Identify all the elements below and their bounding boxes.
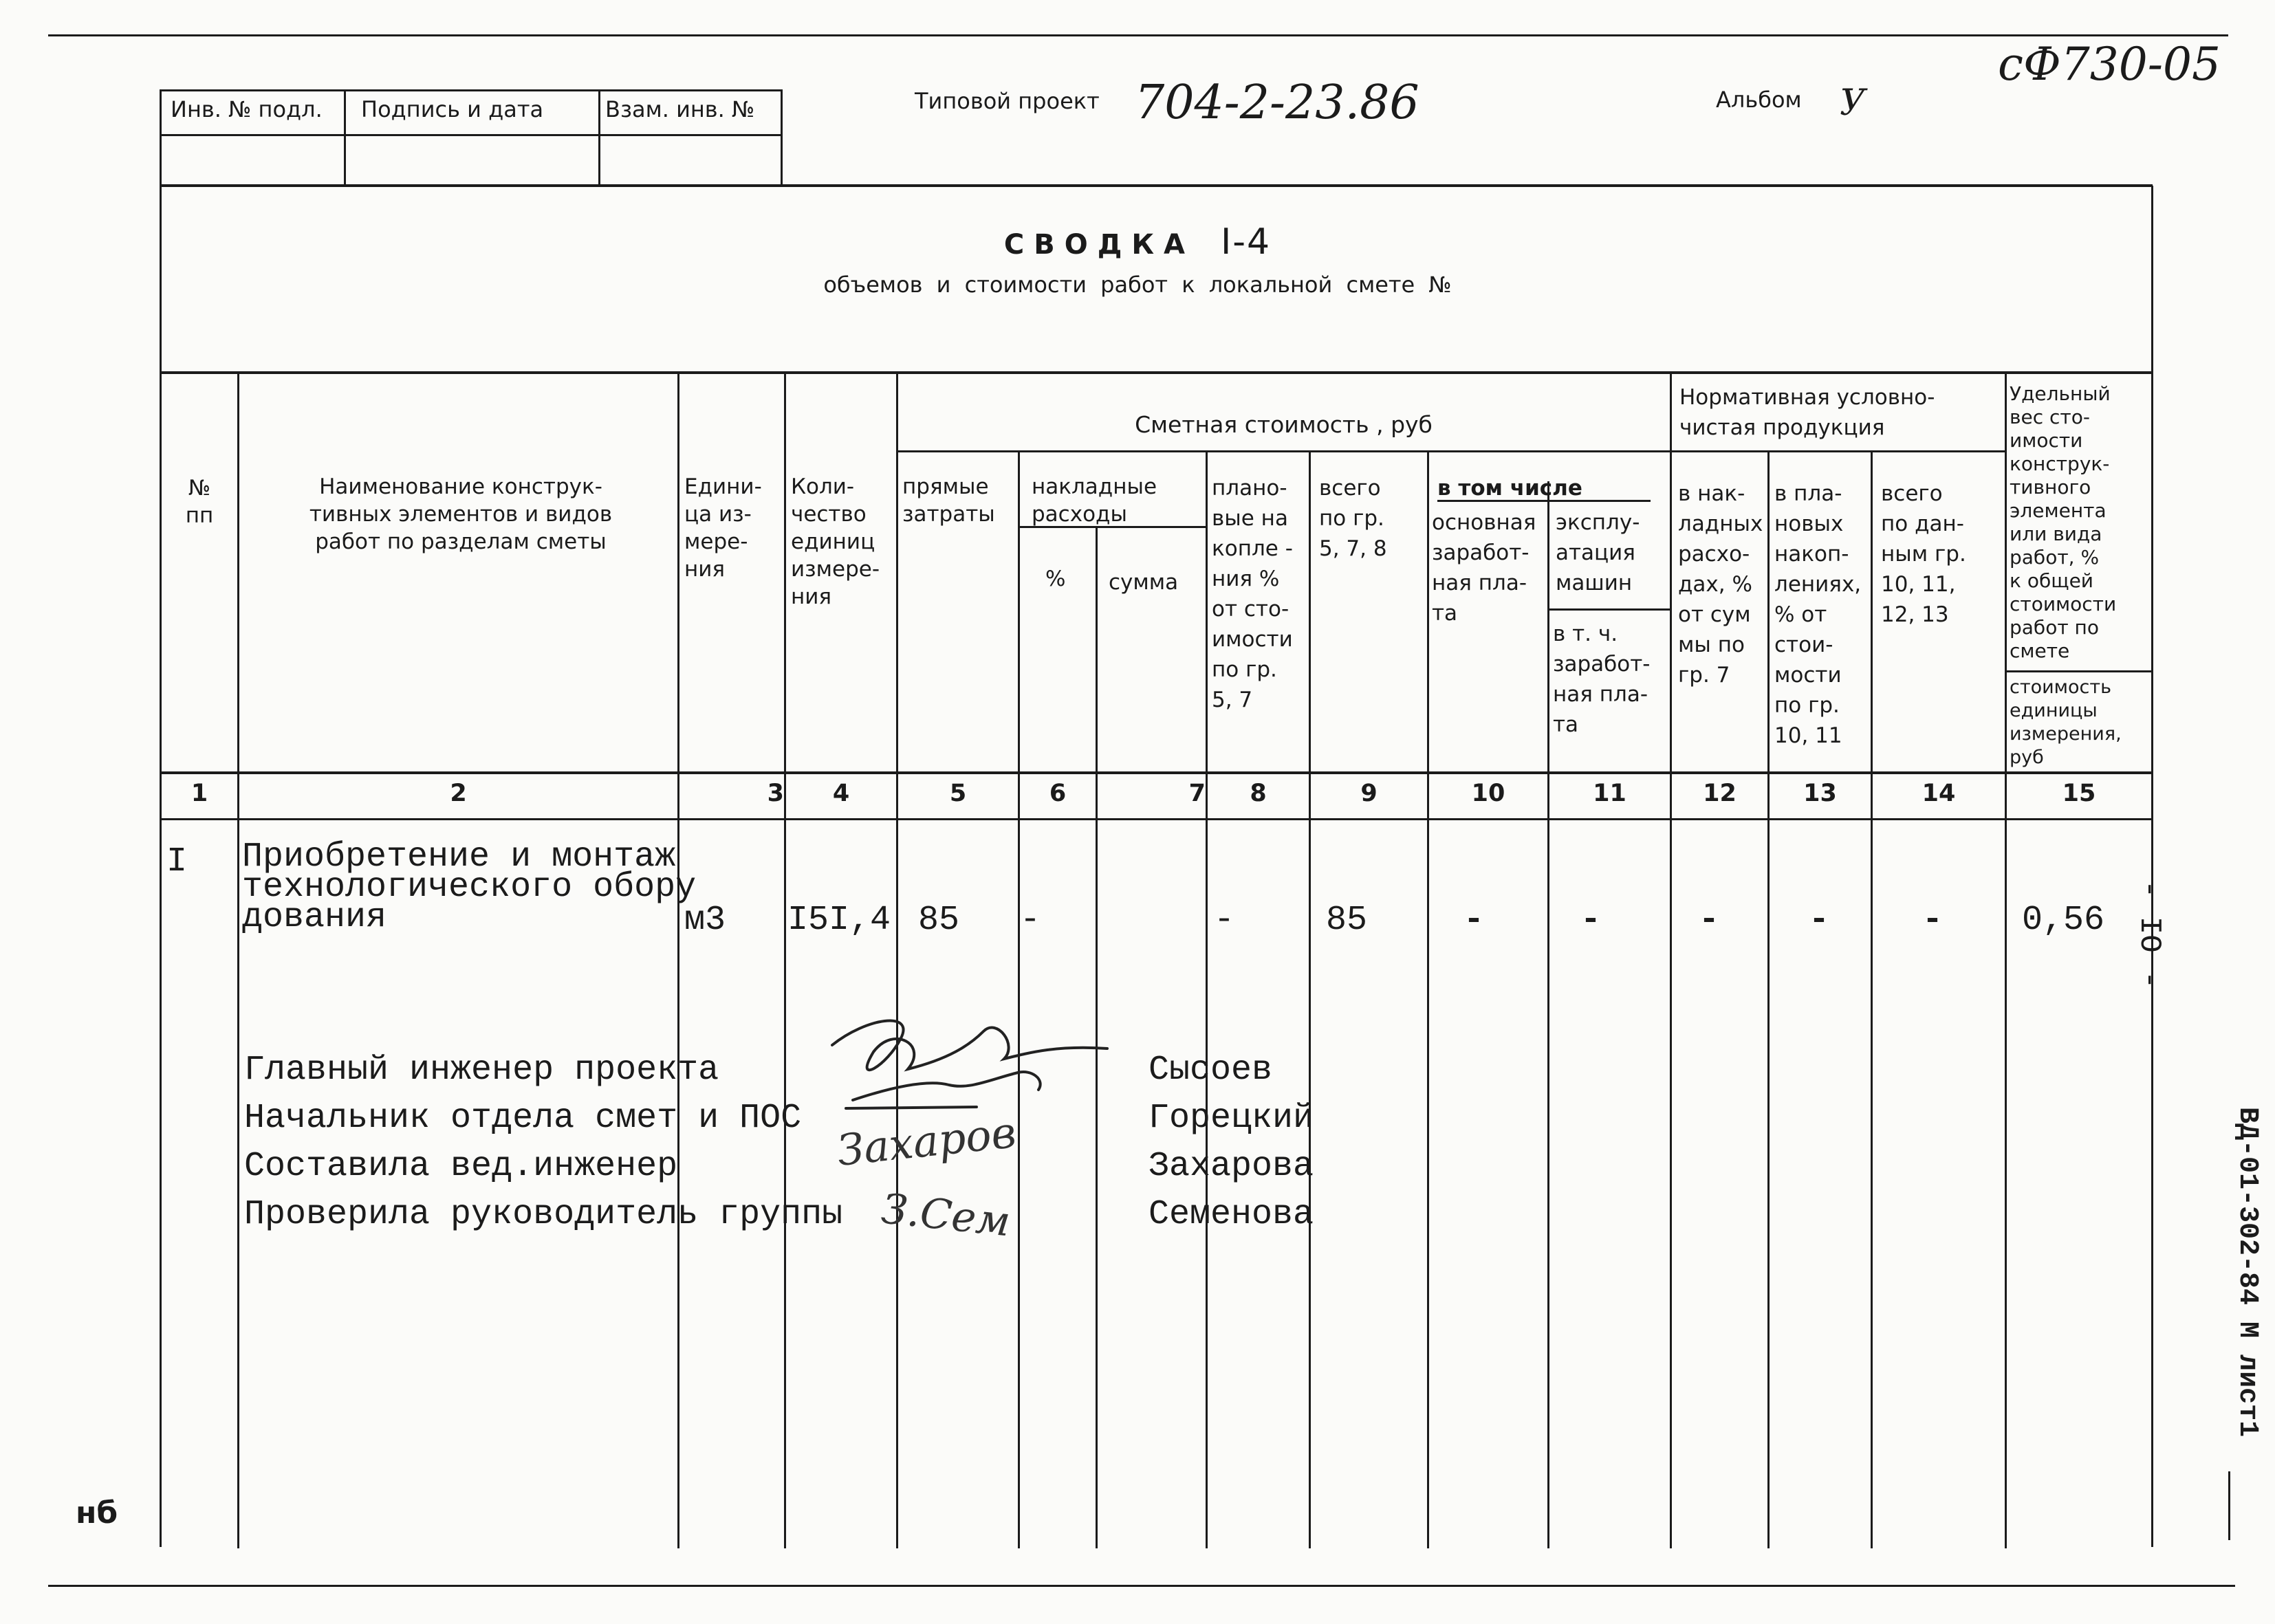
row-c11: - (1580, 901, 1602, 940)
sig-name-3: Захарова (1149, 1147, 1314, 1186)
colnum-6: 6 (1049, 780, 1067, 807)
row-c15: 0,56 (2022, 901, 2105, 940)
project-label: Типовой проект (915, 88, 1100, 114)
frame-right (2151, 186, 2153, 1547)
row-c13: - (1809, 901, 1830, 940)
col-line-8 (1309, 450, 1311, 1548)
stamp-inv-podl: Инв. № подл. (171, 96, 323, 122)
colnum-9: 9 (1360, 780, 1378, 807)
hdr-c6: % (1045, 567, 1066, 591)
c15-split-line (2007, 670, 2151, 672)
side-line (2228, 1471, 2230, 1540)
project-number: 704-2-23.86 (1135, 76, 1419, 130)
frame-top (160, 184, 2153, 187)
colnum-13: 13 (1803, 780, 1837, 807)
colnum-12: 12 (1703, 780, 1737, 807)
col-line-11 (1670, 373, 1672, 1548)
side-page-number: - IO - (2132, 880, 2166, 989)
title-sub: объемов и стоимости работ к локальной смете № (823, 272, 1452, 298)
stamp-divider-3 (781, 89, 783, 186)
hdr-norm: Нормативная условно- чистая продукция (1679, 385, 1935, 440)
colnum-10: 10 (1471, 780, 1505, 807)
row-c12: - (1699, 901, 1720, 940)
colnum-5: 5 (949, 780, 967, 807)
title-word: СВОДКА (1003, 229, 1195, 261)
col-line-13 (1871, 450, 1873, 1548)
hdr-c13: в пла- новых накоп- лениях, % от стои- мости по гр. 10, 11 (1774, 481, 1862, 748)
sig-name-1: Сысоев (1149, 1051, 1273, 1090)
hdr-c12: в нак- ладных расхо- дах, % от сум мы по гр. 7 (1678, 481, 1763, 688)
col-line-10 (1547, 481, 1549, 1548)
hdr-c9: всего по гр. 5, 7, 8 (1319, 476, 1387, 561)
stamp-mid-line (160, 134, 782, 136)
colnum-8: 8 (1250, 780, 1267, 807)
colnum-2: 2 (450, 780, 467, 807)
hdr-c15b: стоимость единицы измерения, руб (2010, 677, 2122, 768)
hdr-c7: сумма (1109, 570, 1179, 595)
row-c6: - (1020, 901, 1041, 940)
hdr-nakl: накладные расходы (1032, 474, 1157, 527)
hdr-c11b: в т. ч. заработ- ная пла- та (1553, 622, 1651, 737)
c11-split-line (1547, 608, 1670, 611)
stamp-vzam: Взам. инв. № (605, 96, 755, 122)
row-c10: - (1463, 901, 1485, 940)
colnum-15: 15 (2062, 780, 2096, 807)
hdr-c11a: эксплу- атация машин (1556, 510, 1640, 595)
colnum-1: 1 (191, 780, 208, 807)
hdr-name: Наименование конструк- тивных элементов и видов работ по разделам сметы (309, 474, 613, 554)
smet-under-line (896, 450, 1671, 452)
row-c14: - (1922, 901, 1944, 940)
bottom-left-mark: нб (76, 1495, 118, 1530)
stamp-divider-2 (598, 89, 600, 186)
album-label: Альбом (1716, 87, 1802, 113)
hdr-no: № пп (185, 476, 214, 528)
hdr-unit: Едини- ца из- мере- ния (684, 474, 762, 582)
top-rule (48, 34, 2228, 36)
hdr-c15a: Удельный вес сто- имости конструк- тивного элемента или вида работ, % к общей стоимости работ по смете (2010, 382, 2117, 662)
colnum-11: 11 (1593, 780, 1626, 807)
bottom-rule (48, 1585, 2235, 1587)
stamp-divider-1 (344, 89, 346, 186)
signature-2-underline (846, 1107, 977, 1108)
sig-role-4: Проверила руководитель группы (244, 1195, 843, 1234)
sig-role-1: Главный инженер проекта (244, 1051, 719, 1090)
col-line-1 (237, 373, 239, 1548)
hdr-c10: основная заработ- ная пла- та (1432, 510, 1536, 626)
col-line-3 (784, 373, 786, 1548)
col-line-2 (677, 373, 679, 1548)
signature-zakharov: Захаров (834, 1107, 1019, 1176)
sig-name-4: Семенова (1149, 1195, 1314, 1234)
sig-role-3: Составила вед.инженер (244, 1147, 678, 1186)
hdr-c14: всего по дан- ным гр. 10, 11, 12, 13 (1881, 481, 1966, 627)
norm-under-line (1670, 450, 2005, 452)
handwritten-signatures (812, 1004, 1142, 1258)
signature-2-stroke (853, 1072, 1041, 1100)
album-value: У (1840, 83, 1866, 124)
title-code: I-4 (1220, 221, 1272, 263)
stamp-podpis: Подпись и дата (361, 96, 544, 122)
side-code: ВД-01-302-84 М лист1 (2232, 1107, 2263, 1438)
numbers-bottom-line (160, 818, 2153, 820)
sig-role-2: Начальник отдела смет и ПОС (244, 1099, 802, 1138)
title-main (0, 221, 2275, 263)
col-line-12 (1767, 450, 1770, 1548)
corner-code: сФ730-05 (1998, 38, 2221, 91)
signature-semenova: З.Сем (879, 1185, 1013, 1247)
stamp-top-line (160, 89, 782, 91)
row-c8: - (1214, 901, 1235, 940)
col-line-14 (2005, 373, 2007, 1548)
col-line-9 (1427, 450, 1429, 1548)
hdr-c5: прямые затраты (902, 474, 995, 527)
colnum-4: 4 (832, 780, 850, 807)
colnum-3: 3 (767, 780, 784, 807)
row-qty: I5I,4 (787, 901, 891, 940)
row-c9: 85 (1326, 901, 1368, 940)
header-bottom-line (160, 771, 2153, 774)
title-bottom (160, 371, 2153, 374)
sig-name-2: Горецкий (1149, 1099, 1314, 1138)
signature-1-stroke (832, 1021, 1107, 1071)
row-no: I (166, 842, 188, 881)
colnum-14: 14 (1922, 780, 1956, 807)
col-line-5 (1018, 450, 1020, 1548)
row-name: Приобретение и монтаж технологического обору дования (242, 837, 697, 937)
hdr-c8: плано- вые на копле - ния % от сто- имости по гр. 5, 7 (1212, 476, 1293, 712)
row-unit: м3 (684, 901, 726, 940)
row-c5: 85 (918, 901, 960, 940)
col-line-7 (1206, 450, 1208, 1548)
colnum-7: 7 (1188, 780, 1206, 807)
hdr-vtom: в том числе (1437, 476, 1582, 501)
hdr-qty: Коли- чество единиц измере- ния (791, 474, 880, 609)
col-line-4 (896, 373, 898, 1548)
hdr-smet: Сметная стоимость , руб (1135, 411, 1433, 438)
